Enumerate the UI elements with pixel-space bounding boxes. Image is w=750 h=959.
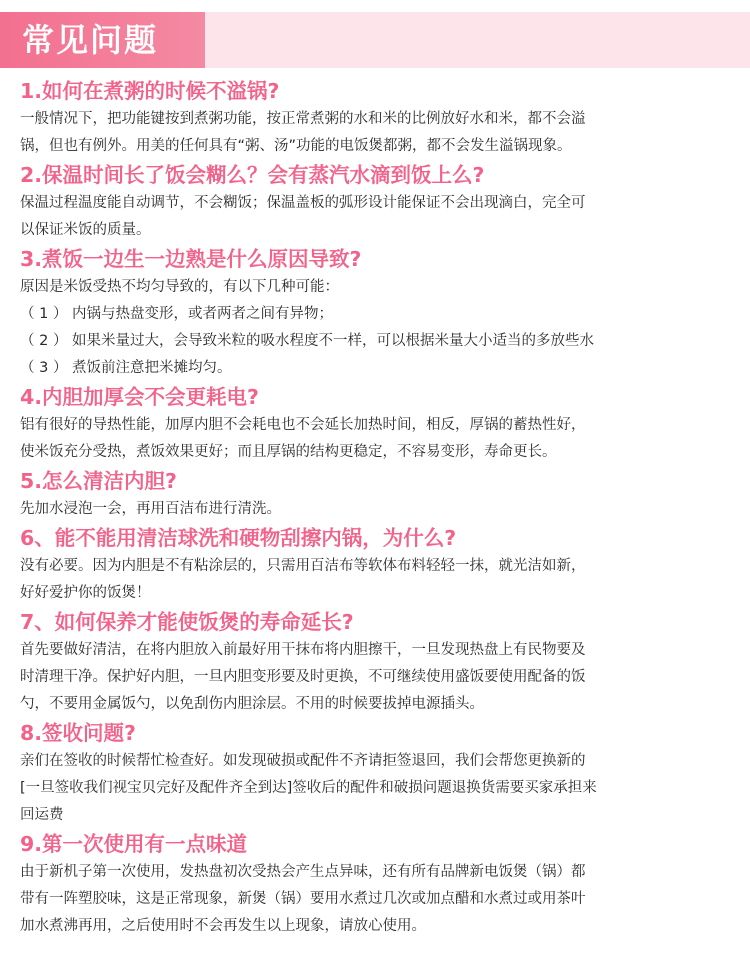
faq-question: 9.第一次使用有一点味道 (20, 832, 248, 856)
faq-item (20, 829, 732, 940)
faq-answer-line: 原因是米饭受热不均匀导致的，有以下几种可能： (20, 279, 339, 295)
faq-answer (20, 553, 732, 607)
faq-answer (20, 859, 732, 940)
page-title: 常见问题 (0, 12, 205, 68)
faq-answer (20, 274, 732, 382)
faq-question: 7、如何保养才能使饭煲的寿命延长? (20, 610, 354, 634)
faq-answer-line: 使米饭充分受热，煮饭效果更好；而且厚锅的结构更稳定，不容易变形，寿命更长。 (20, 444, 557, 460)
faq-item (20, 607, 732, 718)
faq-answer-line: 勺，不要用金属饭勺，以免刮伤内胆涂层。不用的时候要拔掉电源插头。 (20, 696, 484, 712)
faq-question: 1.如何在煮粥的时候不溢锅? (20, 79, 280, 103)
faq-answer-line: 先加水浸泡一会，再用百洁布进行清洗。 (20, 501, 281, 517)
faq-item (20, 523, 732, 607)
faq-item (20, 466, 732, 523)
faq-answer-line: 好好爱护你的饭煲！ (20, 585, 151, 601)
faq-question: 2.保温时间长了饭会糊么？会有蒸汽水滴到饭上么? (20, 163, 485, 187)
faq-answer-line: 没有必要。因为内胆是不有粘涂层的，只需用百洁布等软体布料轻轻一抹，就光洁如新， (20, 558, 586, 574)
faq-question: 5.怎么清洁内胆? (20, 469, 177, 493)
faq-answer (20, 496, 732, 523)
faq-answer-line: 一般情况下，把功能键按到煮粥功能，按正常煮粥的水和米的比例放好水和米，都不会溢 (20, 111, 586, 127)
faq-item (20, 718, 732, 829)
faq-list (20, 76, 732, 940)
faq-answer-line: 回运费 (20, 807, 64, 823)
faq-question: 8.签收问题? (20, 721, 136, 745)
faq-answer (20, 637, 732, 718)
faq-item (20, 244, 732, 382)
faq-question: 4.内胆加厚会不会更耗电? (20, 385, 259, 409)
faq-answer-line: 锅，但也有例外。用美的任何具有“粥、汤”功能的电饭煲都粥，都不会发生溢锅现象。 (20, 138, 572, 154)
faq-answer-line: 保温过程温度能自动调节，不会糊饭；保温盖板的弧形设计能保证不会出现滴白，完全可 (20, 195, 586, 211)
faq-answer-line: 时清理干净。保护好内胆，一旦内胆变形要及时更换，不可继续使用盛饭要使用配备的饭 (20, 669, 586, 685)
faq-answer-line: [一旦签收我们视宝贝完好及配件齐全到达]签收后的配件和破损问题退换货需要买家承担来 (20, 780, 597, 796)
faq-answer (20, 412, 732, 466)
faq-answer-line: 铝有很好的导热性能，加厚内胆不会耗电也不会延长加热时间，相反，厚锅的蓄热性好， (20, 417, 586, 433)
faq-answer-line: （ 3 ） 煮饭前注意把米摊均匀。 (20, 360, 232, 376)
faq-answer (20, 106, 732, 160)
faq-answer-line: 首先要做好清洁，在将内胆放入前最好用干抹布将内胆擦干，一旦发现热盘上有民物要及 (20, 642, 586, 658)
faq-item (20, 160, 732, 244)
faq-item (20, 382, 732, 466)
faq-question: 6、能不能用清洁球洗和硬物刮擦内锅，为什么? (20, 526, 457, 550)
faq-answer-line: （ 1 ） 内锅与热盘变形，或者两者之间有异物； (20, 306, 334, 322)
faq-answer (20, 190, 732, 244)
faq-answer-line: 以保证米饭的质量。 (20, 222, 151, 238)
faq-answer-line: （ 2 ） 如果米量过大，会导致米粒的吸水程度不一样，可以根据米量大小适当的多放些水 (20, 333, 595, 349)
faq-answer-line: 由于新机子第一次使用，发热盘初次受热会产生点异味，还有所有品牌新电饭煲（锅）都 (20, 864, 586, 880)
faq-answer-line: 加水煮沸再用，之后使用时不会再发生以上现象，请放心使用。 (20, 918, 426, 934)
faq-answer-line: 亲们在签收的时候帮忙检查好。如发现破损或配件不齐请拒签退回，我们会帮您更换新的 (20, 753, 586, 769)
faq-item (20, 76, 732, 160)
faq-answer-line: 带有一阵塑胶味，这是正常现象，新煲（锅）要用水煮过几次或加点醋和水煮过或用茶叶 (20, 891, 586, 907)
faq-question: 3.煮饭一边生一边熟是什么原因导致? (20, 247, 362, 271)
faq-answer (20, 748, 732, 829)
